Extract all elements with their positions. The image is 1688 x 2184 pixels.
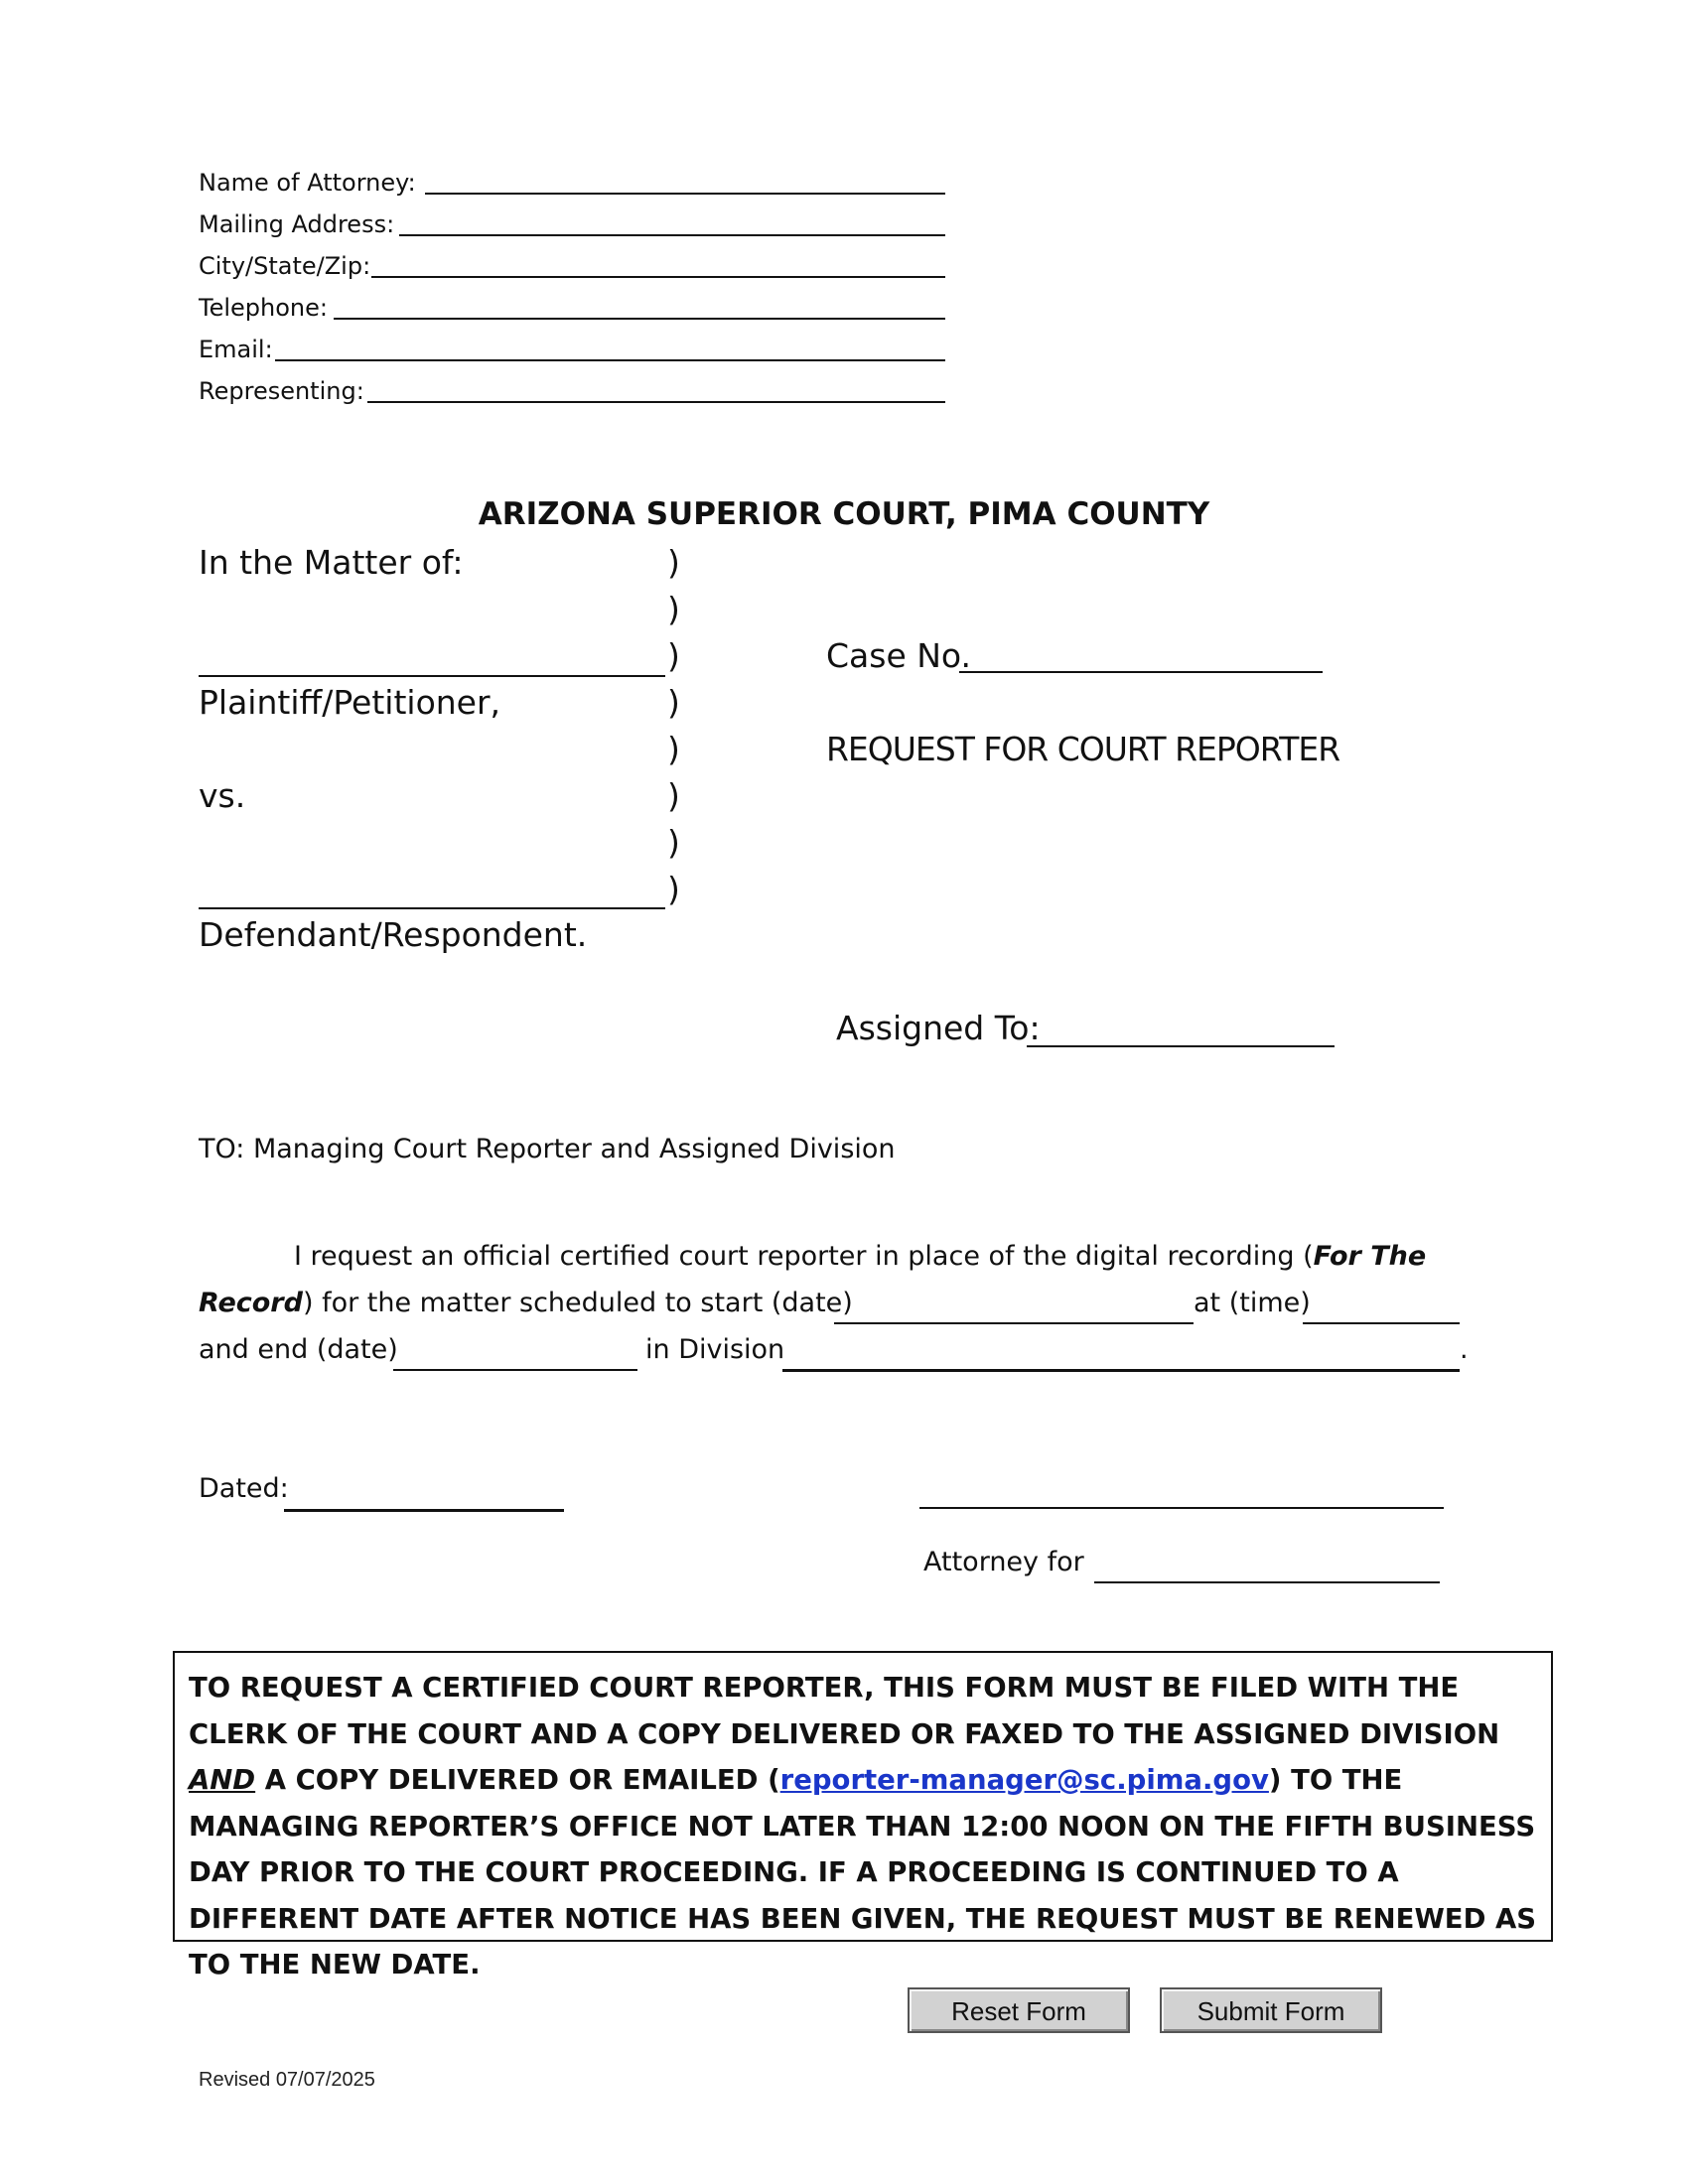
start-time-field[interactable]	[1303, 1322, 1460, 1324]
matter-label: In the Matter of:	[199, 543, 464, 582]
city-state-zip-label: City/State/Zip:	[199, 252, 371, 280]
vs-label: vs.	[199, 776, 246, 815]
caption-paren: )	[667, 730, 680, 768]
notice-text-3: ) TO THE MANAGING REPORTER’S OFFICE NOT LATER THAN 12:00 NOON ON THE FIFTH BUSINESS DAY PRIOR TO THE COURT PROCEEDING. IF A PROCEEDING IS CONTINUED TO A DIFFERENT DATE AFTER NOTICE HAS BEEN GIVEN, THE REQUEST MUST BE RENEWED AS TO THE NEW DATE.	[189, 1764, 1537, 1980]
request-period: .	[1460, 1334, 1469, 1365]
caption-paren: )	[667, 823, 680, 862]
caption-paren: )	[667, 683, 680, 722]
plaintiff-label: Plaintiff/Petitioner,	[199, 683, 501, 722]
reset-form-button[interactable]: Reset Form	[908, 1987, 1130, 2033]
defendant-label: Defendant/Respondent.	[199, 915, 588, 954]
assigned-to-field[interactable]	[1027, 1045, 1335, 1047]
mailing-address-label: Mailing Address:	[199, 210, 395, 238]
caption-paren: )	[667, 590, 680, 628]
case-no-field[interactable]	[959, 671, 1323, 673]
reporter-manager-email-link[interactable]: reporter-manager@sc.pima.gov	[779, 1764, 1269, 1796]
submit-form-button[interactable]: Submit Form	[1160, 1987, 1382, 2033]
defendant-name-field[interactable]	[199, 907, 665, 909]
in-division-label: in Division	[645, 1334, 785, 1365]
attorney-name-label: Name of Attorney:	[199, 169, 416, 197]
filing-notice-box	[173, 1651, 1553, 1980]
request-line-1	[294, 1241, 1426, 1272]
division-field[interactable]	[782, 1369, 1460, 1372]
attorney-for-field[interactable]	[1094, 1581, 1440, 1583]
representing-field[interactable]	[367, 401, 945, 403]
email-label: Email:	[199, 336, 273, 363]
representing-label: Representing:	[199, 377, 364, 405]
dated-label: Dated:	[199, 1473, 289, 1504]
end-date-label: and end (date)	[199, 1334, 398, 1365]
notice-and-word: AND	[189, 1764, 256, 1796]
end-date-field[interactable]	[393, 1369, 637, 1371]
court-title: ARIZONA SUPERIOR COURT, PIMA COUNTY	[478, 496, 1210, 532]
attorney-for-label: Attorney for	[923, 1547, 1084, 1577]
caption-paren: )	[667, 776, 680, 815]
notice-text-2: A COPY DELIVERED OR EMAILED (	[255, 1764, 780, 1796]
request-line-2	[199, 1288, 853, 1318]
record-text: Record	[199, 1288, 303, 1318]
caption-paren: )	[667, 870, 680, 908]
signature-line[interactable]	[919, 1507, 1444, 1509]
request-text-part2: ) for the matter scheduled to start (date)	[302, 1288, 853, 1318]
telephone-label: Telephone:	[199, 294, 328, 322]
plaintiff-name-field[interactable]	[199, 675, 665, 677]
case-no-label: Case No.	[826, 636, 972, 675]
assigned-to-label: Assigned To:	[836, 1009, 1041, 1047]
mailing-address-field[interactable]	[399, 234, 945, 236]
request-text-part1: I request an official certified court reporter in place of the digital recording (	[294, 1241, 1314, 1272]
caption-paren: )	[667, 543, 680, 582]
email-field[interactable]	[275, 359, 945, 361]
city-state-zip-field[interactable]	[371, 276, 945, 278]
caption-paren: )	[667, 636, 680, 675]
revised-date: Revised 07/07/2025	[199, 2069, 375, 2091]
telephone-field[interactable]	[334, 318, 945, 320]
document-title: REQUEST FOR COURT REPORTER	[826, 730, 1340, 768]
dated-field[interactable]	[284, 1509, 564, 1512]
start-date-field[interactable]	[834, 1322, 1194, 1324]
to-line: TO: Managing Court Reporter and Assigned Division	[199, 1134, 896, 1164]
attorney-name-field[interactable]	[425, 193, 945, 195]
at-time-label: at (time)	[1194, 1288, 1311, 1318]
notice-text-1: TO REQUEST A CERTIFIED COURT REPORTER, THIS FORM MUST BE FILED WITH THE CLERK OF THE COURT AND A COPY DELIVERED OR FAXED TO THE ASSIGNED DIVISION	[189, 1672, 1500, 1750]
for-the-text: For The	[1313, 1241, 1427, 1272]
